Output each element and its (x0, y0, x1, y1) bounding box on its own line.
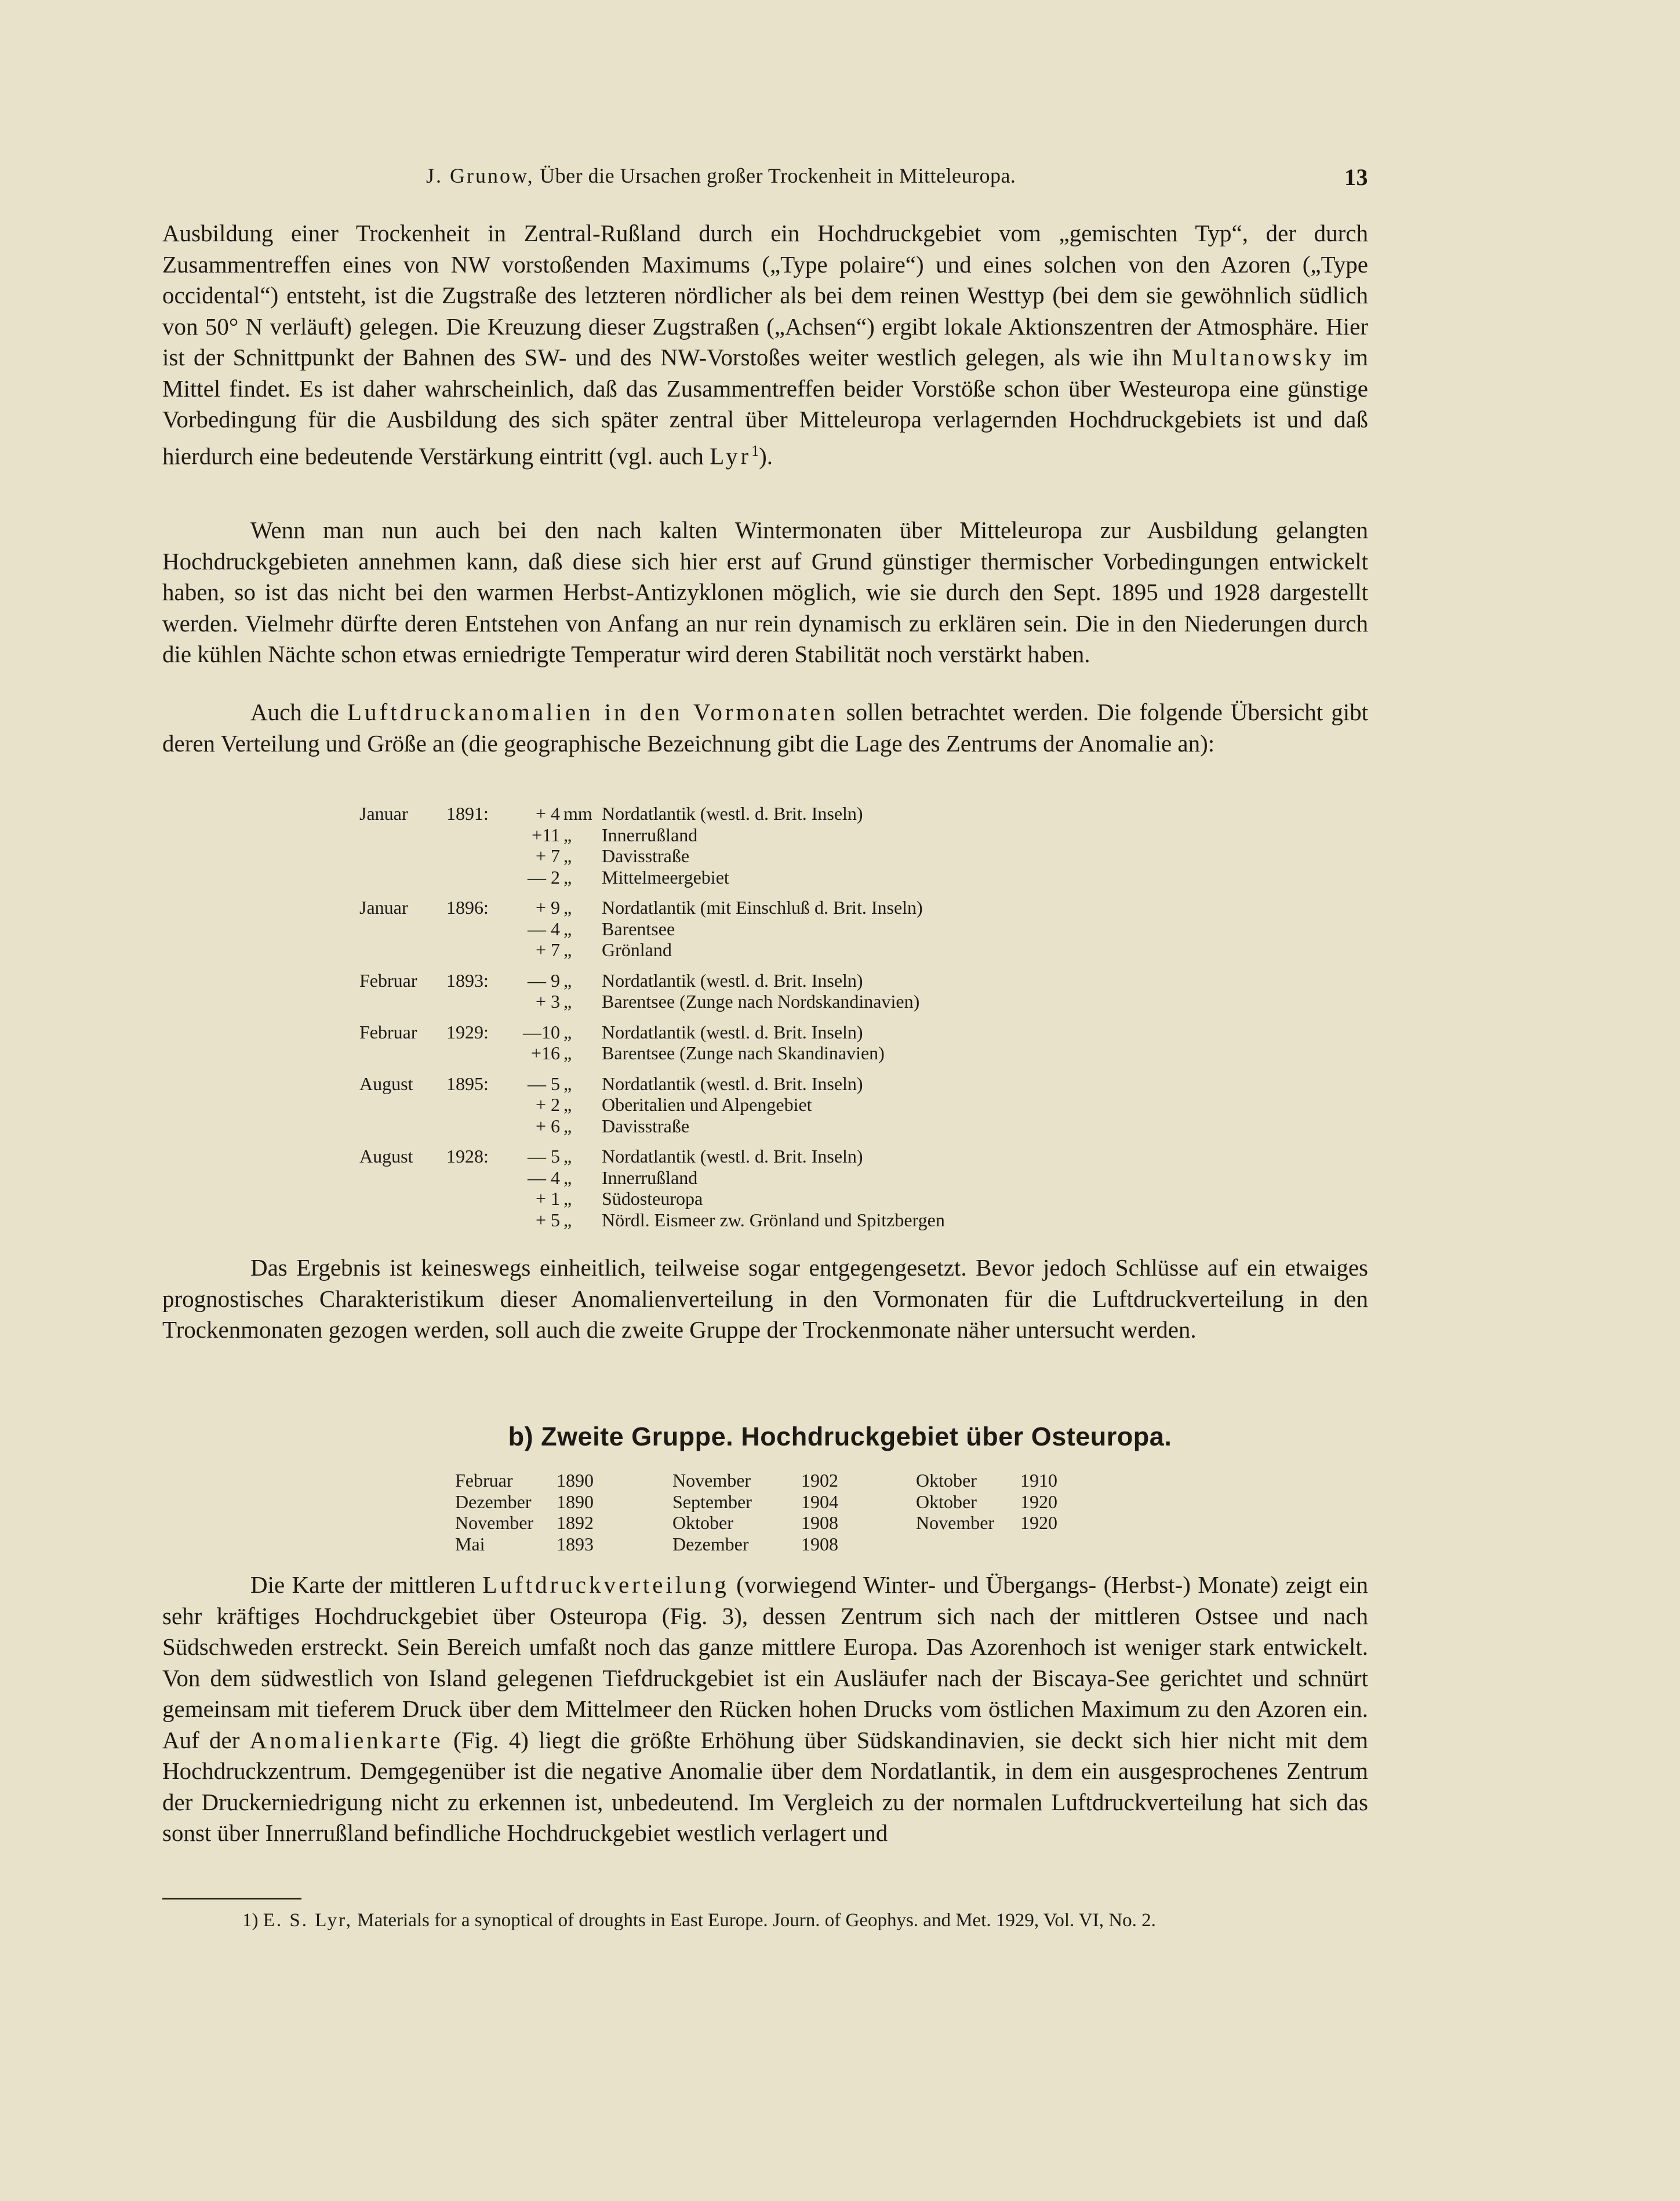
anomaly-value: +11 (532, 824, 560, 845)
anomaly-month: Februar (359, 969, 417, 991)
paragraph-4 (162, 1252, 1368, 1346)
month-name: November (916, 1512, 995, 1533)
paragraph-5-text-b: (vorwiegend Winter- und Übergangs- (Herbst-) Monate) zeigt ein sehr kräftiges Hochdruckgebiet über Osteuropa (Fig. 3), dessen Zentrum sich nach der mittleren Ostsee und nach Südschweden erstreckt. Sein Bereich umfaßt noch das ganze mittlere Europa. Das Azorenhoch ist weniger stark entwickelt. Von dem südwestlich von Island gelegenen Tiefdruckgebiet ist ein Ausläufer nach der Biscaya-See gerichtet und schnürt gemeinsam mit tieferem Druck über dem Mittelmeer den Rücken hohen Drucks vom östlichen Maximum zu den Azoren ein. Auf der (162, 1571, 1368, 1753)
month-year: 1920 (1020, 1512, 1057, 1533)
anomaly-region: Mittelmeergebiet (602, 866, 729, 888)
anomaly-region: Grönland (602, 939, 672, 960)
anomaly-region: Nordatlantik (westl. d. Brit. Inseln) (602, 803, 863, 824)
anomaly-unit: „ (563, 866, 572, 888)
anomaly-unit: „ (563, 1167, 572, 1188)
footnote-rule (162, 1898, 301, 1899)
month-entry (455, 1491, 664, 1513)
anomaly-row (359, 970, 1113, 991)
anomaly-year: 1891: (446, 803, 489, 824)
anomaly-unit: „ (563, 824, 572, 845)
spaced-term-anomalienkarte: Anomalienkarte (249, 1726, 443, 1753)
months-column (672, 1470, 881, 1554)
month-entry (672, 1534, 881, 1555)
anomaly-region: Davisstraße (602, 845, 690, 866)
month-year: 1902 (801, 1470, 838, 1491)
month-year: 1890 (557, 1491, 594, 1512)
anomaly-unit: „ (563, 969, 572, 991)
anomaly-value: —10 (523, 1021, 560, 1043)
month-name: November (672, 1470, 751, 1491)
month-entry (916, 1491, 1125, 1513)
anomaly-value: — 9 (528, 969, 560, 991)
anomaly-row (359, 991, 1113, 1012)
month-year: 1892 (557, 1512, 594, 1533)
anomaly-row (359, 1188, 1113, 1210)
paragraph-2 (162, 515, 1368, 670)
anomaly-value: — 5 (528, 1146, 560, 1167)
anomaly-year: 1896: (446, 897, 489, 918)
anomaly-year: 1893: (446, 969, 489, 991)
anomaly-unit: mm (563, 803, 592, 824)
anomaly-region: Nordatlantik (westl. d. Brit. Inseln) (602, 1021, 863, 1043)
anomaly-region: Barentsee (Zunge nach Nordskandinavien) (602, 991, 920, 1012)
paragraph-1-text-c: ). (759, 442, 773, 470)
anomaly-row (359, 1094, 1113, 1116)
month-year: 1908 (801, 1512, 838, 1533)
anomaly-year: 1895: (446, 1073, 489, 1094)
footnote-ref: 1 (751, 442, 759, 459)
author-name-lyr: Lyr (710, 442, 752, 470)
month-entry (455, 1470, 664, 1491)
anomaly-value: + 4 (535, 803, 560, 824)
anomaly-unit: „ (563, 845, 572, 866)
month-entry (672, 1512, 881, 1534)
footnote-author: E. S. Lyr, (263, 1910, 353, 1931)
paragraph-5-text-a: Die Karte der mittleren (250, 1571, 483, 1598)
month-entry (455, 1512, 664, 1534)
anomaly-row (359, 825, 1113, 846)
anomaly-unit: „ (563, 918, 572, 939)
month-year: 1890 (557, 1470, 594, 1491)
paragraph-1-text-a: Ausbildung einer Trockenheit in Zentral-Rußland durch ein Hochdruckgebiet vom „gemischten Typ“, der durch Zusammentreffen eines von NW vorstoßenden Maximums („Type polaire“) und eines solchen von den Azoren („Type occidental“) entsteht, ist die Zugstraße des letzteren nördlicher als bei dem reinen Westtyp (bei dem sie gewöhnlich südlich von 50° N verläuft) gelegen. Die Kreuzung dieser Zugstraßen („Achsen“) ergibt lokale Aktionszentren der Atmosphäre. Hier ist der Schnittpunkt der Bahnen des SW- und des NW-Vorstoßes weiter westlich gelegen, als wie ihn (162, 220, 1368, 371)
anomaly-month: Januar (359, 803, 408, 824)
anomaly-region: Nordatlantik (westl. d. Brit. Inseln) (602, 1073, 863, 1094)
anomaly-unit: „ (563, 1094, 572, 1115)
month-name: Dezember (672, 1533, 749, 1554)
anomaly-value: + 6 (535, 1115, 560, 1136)
anomaly-region: Nordatlantik (mit Einschluß d. Brit. Inseln) (602, 897, 923, 918)
paragraph-3-text-a: Auch die (250, 699, 347, 725)
month-entry (916, 1512, 1125, 1534)
anomaly-unit: „ (563, 1073, 572, 1094)
author-name-multanowsky: Multanowsky (1171, 344, 1334, 371)
anomaly-month: Januar (359, 897, 408, 918)
anomaly-unit: „ (563, 991, 572, 1012)
anomaly-value: +16 (530, 1043, 560, 1063)
anomaly-row (359, 1146, 1113, 1167)
month-name: Dezember (455, 1491, 532, 1512)
month-year: 1893 (557, 1533, 594, 1554)
anomaly-unit: „ (563, 1188, 572, 1209)
anomaly-unit: „ (563, 1146, 572, 1167)
header-author: J. Grunow, (426, 164, 534, 187)
anomaly-month: August (359, 1073, 413, 1094)
anomaly-group (359, 897, 1113, 961)
month-entry (916, 1470, 1125, 1491)
anomaly-value: + 5 (535, 1209, 560, 1230)
anomaly-region: Davisstraße (602, 1115, 690, 1136)
anomaly-region: Nordatlantik (westl. d. Brit. Inseln) (602, 969, 863, 991)
anomaly-value: + 3 (535, 991, 560, 1012)
anomaly-value: — 4 (528, 918, 560, 939)
section-heading: b) Zweite Gruppe. Hochdruckgebiet über Osteuropa. (508, 1422, 1172, 1451)
anomaly-row (359, 1073, 1113, 1095)
anomaly-value: — 5 (528, 1073, 560, 1094)
month-name: Februar (455, 1470, 513, 1491)
month-year: 1920 (1020, 1491, 1057, 1512)
page-number: 13 (1344, 164, 1368, 190)
anomaly-unit: „ (563, 897, 572, 918)
anomaly-region: Barentsee (602, 918, 675, 939)
month-name: Mai (455, 1533, 485, 1554)
anomaly-year: 1928: (446, 1146, 489, 1167)
anomaly-unit: „ (563, 1043, 572, 1063)
header-title (426, 164, 1016, 188)
anomaly-value: + 7 (535, 939, 560, 960)
month-name: November (455, 1512, 534, 1533)
anomaly-row (359, 845, 1113, 867)
anomaly-value: + 2 (535, 1094, 560, 1115)
months-column (455, 1470, 664, 1554)
paragraph-5 (162, 1570, 1368, 1849)
anomaly-region: Barentsee (Zunge nach Skandinavien) (602, 1043, 885, 1063)
month-name: September (672, 1491, 752, 1512)
anomaly-unit: „ (563, 1115, 572, 1136)
anomaly-region: Südosteuropa (602, 1188, 703, 1209)
anomaly-row (359, 1167, 1113, 1189)
anomaly-month: Februar (359, 1021, 417, 1043)
anomaly-value: + 9 (535, 897, 560, 918)
header-title-text: Über die Ursachen großer Trockenheit in Mitteleuropa. (534, 164, 1016, 187)
running-header (162, 164, 1368, 198)
anomaly-row (359, 867, 1113, 888)
anomaly-unit: „ (563, 1021, 572, 1043)
footnote (242, 1909, 1373, 1932)
paragraph-1-text-b: im Mittel findet. Es ist daher wahrscheinlich, daß das Zusammentreffen beider Vorstöße schon über Westeuropa eine günstige Vorbedingung für die Ausbildung des sich später zentral über Mitteleuropa verlagernden Hochdruckgebiets ist und daß hierdurch eine bedeutende Verstärkung eintritt (vgl. auch (162, 344, 1368, 470)
paragraph-3-text-b: sollen betrachtet werden. Die folgende Übersicht gibt deren Verteilung und Größe an (die geographische Bezeichnung gibt die Lage des Zentrums der Anomalie an): (162, 699, 1368, 757)
anomaly-group (359, 1146, 1113, 1230)
spaced-term-luftdruckverteilung: Luftdruckverteilung (482, 1571, 729, 1598)
paragraph-3 (162, 697, 1368, 759)
paragraph-2-text: Wenn man nun auch bei den nach kalten Wintermonaten über Mitteleuropa zur Ausbildung gelangten Hochdruckgebieten annehmen kann, daß diese sich hier erst auf Grund günstiger thermischer Vorbedingungen entwickelt haben, so ist das nicht bei den warmen Herbst-Antizyklonen möglich, wie sie durch den Sept. 1895 und 1928 dargestellt werden. Vielmehr dürfte deren Entstehen von Anfang an nur rein dynamisch zu erklären sein. Die in den Niederungen durch die kühlen Nächte schon etwas erniedrigte Temperatur wird deren Stabilität noch verstärkt haben. (162, 517, 1368, 667)
anomalies-table (359, 803, 1113, 1240)
month-name: Oktober (916, 1491, 977, 1512)
anomaly-unit: „ (563, 1209, 572, 1230)
anomaly-value: + 1 (535, 1188, 560, 1209)
months-column (916, 1470, 1125, 1534)
month-year: 1904 (801, 1491, 838, 1512)
anomaly-row (359, 918, 1113, 940)
paragraph-4-text: Das Ergebnis ist keineswegs einheitlich, teilweise sogar entgegengesetzt. Bevor jedoch Schlüsse auf ein etwaiges prognostisches Charakteristikum dieser Anomalienverteilung in den Vormonaten für die Luftdruckverteilung in den Trockenmonaten gezogen werden, soll auch die zweite Gruppe der Trockenmonate näher untersucht werden. (162, 1254, 1368, 1343)
anomaly-year: 1929: (446, 1021, 489, 1043)
footnote-mark: 1) (242, 1910, 259, 1931)
anomaly-value: — 4 (528, 1167, 560, 1188)
anomaly-group (359, 970, 1113, 1012)
anomaly-row (359, 939, 1113, 961)
anomaly-group (359, 803, 1113, 888)
anomaly-row (359, 803, 1113, 825)
footnote-text: Materials for a synoptical of droughts in East Europe. Journ. of Geophys. and Met. 1929, Vol. VI, No. 2. (352, 1910, 1156, 1931)
anomaly-group (359, 1022, 1113, 1064)
anomaly-value: + 7 (535, 845, 560, 866)
month-year: 1908 (801, 1533, 838, 1554)
month-entry (672, 1470, 881, 1491)
month-entry (455, 1534, 664, 1555)
anomaly-row (359, 1043, 1113, 1064)
anomaly-region: Oberitalien und Alpengebiet (602, 1094, 812, 1115)
anomaly-row (359, 1210, 1113, 1231)
anomaly-region: Innerrußland (602, 1167, 698, 1188)
anomaly-group (359, 1073, 1113, 1137)
anomaly-unit: „ (563, 939, 572, 960)
month-year: 1910 (1020, 1470, 1057, 1491)
paragraph-5-text-c: (Fig. 4) liegt die größte Erhöhung über Südskandinavien, sie deckt sich hier nicht mit dem Hochdruckzentrum. Demgegenüber ist die negative Anomalie über dem Nordatlantik, in dem ein ausgesprochenes Zentrum der Druckerniedrigung nicht zu erkennen ist, unbedeutend. Im Vergleich zu der normalen Luftdruckverteilung hat sich das sonst über Innerrußland befindliche Hochdruckgebiet westlich verlagert und (162, 1726, 1368, 1846)
anomaly-row (359, 1116, 1113, 1137)
anomaly-region: Nordatlantik (westl. d. Brit. Inseln) (602, 1146, 863, 1167)
month-name: Oktober (916, 1470, 977, 1491)
paragraph-1 (162, 218, 1368, 472)
anomaly-region: Innerrußland (602, 824, 698, 845)
month-name: Oktober (672, 1512, 733, 1533)
anomaly-row (359, 897, 1113, 918)
month-entry (672, 1491, 881, 1513)
anomaly-month: August (359, 1146, 413, 1167)
anomaly-region: Nördl. Eismeer zw. Grönland und Spitzbergen (602, 1209, 945, 1230)
anomaly-value: — 2 (528, 866, 560, 888)
anomaly-row (359, 1022, 1113, 1043)
spaced-term-luftdruckanomalien: Luftdruckanomalien in den Vormonaten (347, 699, 838, 725)
